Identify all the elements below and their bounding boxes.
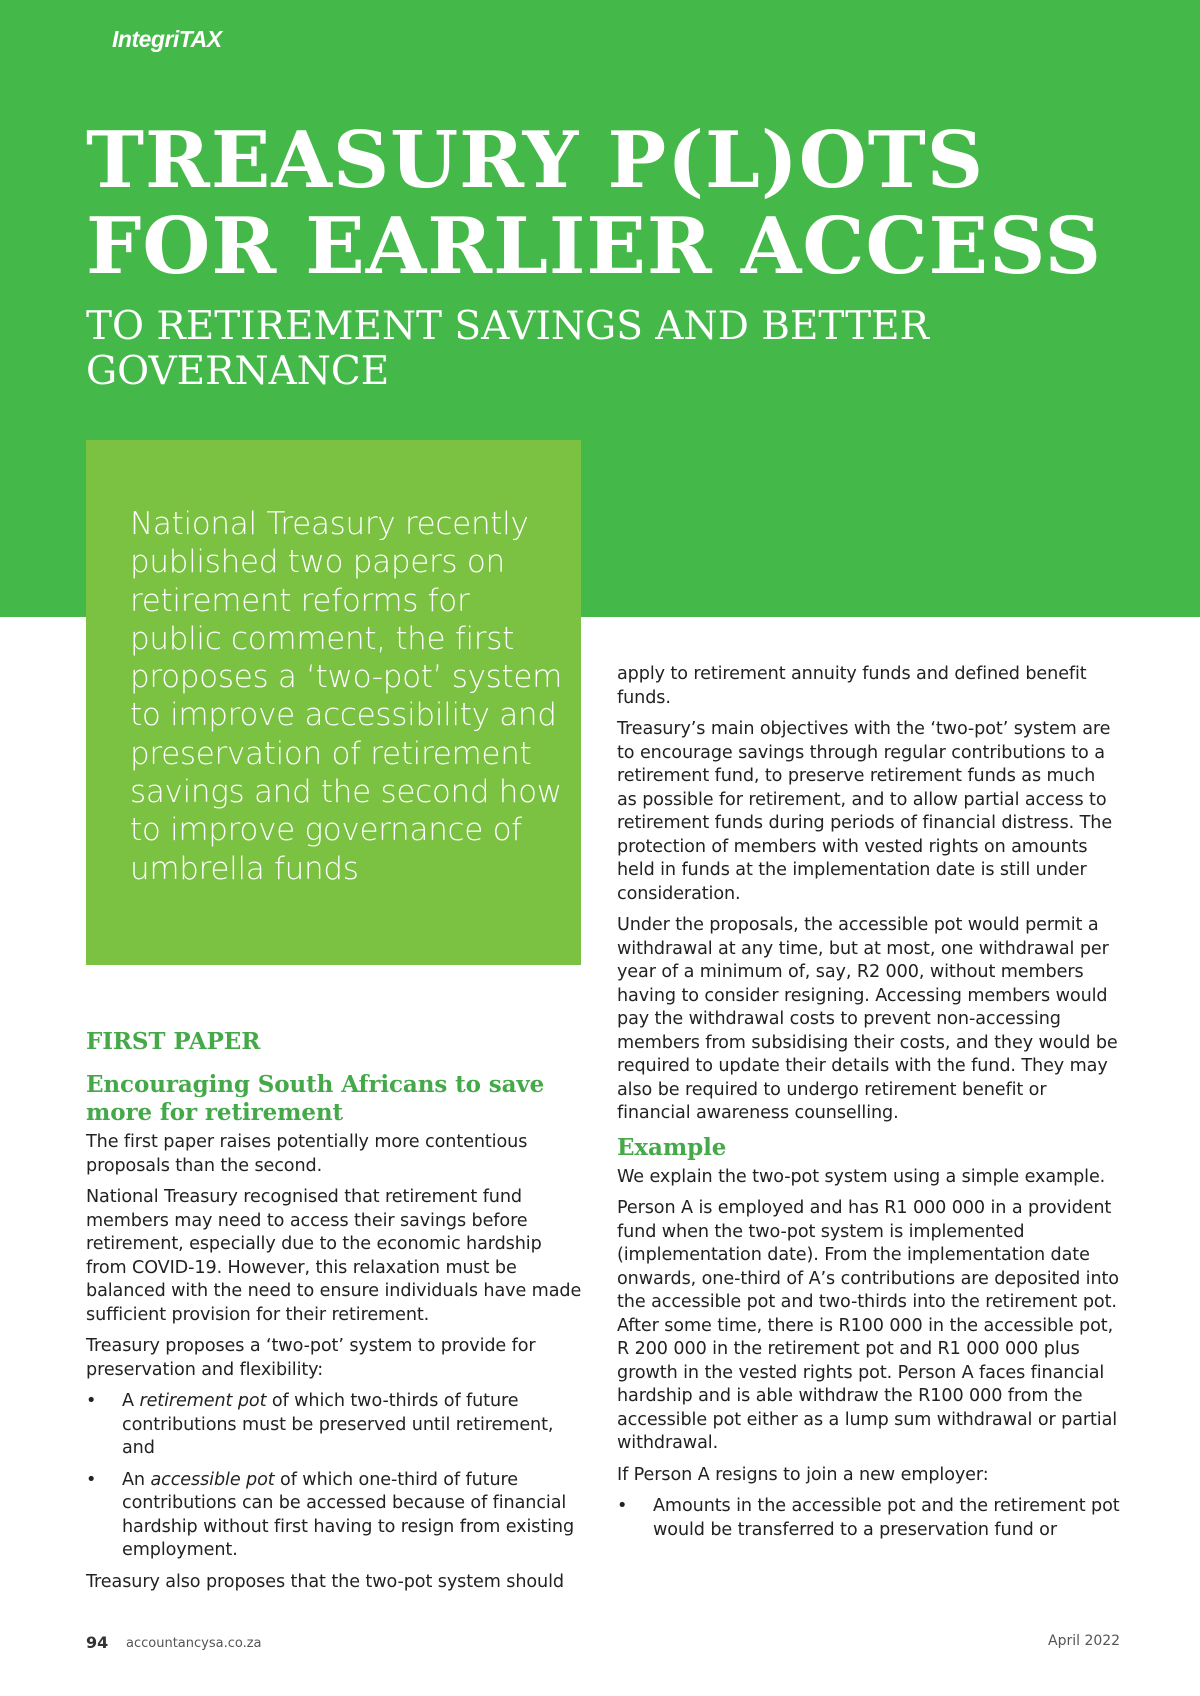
list-item-text: of which one-third of future contributions can be accessed because of financial hardship without first having to resign from existing employment. bbox=[122, 1469, 575, 1560]
list-item-text: Amounts in the accessible pot and the retirement pot would be transferred to a preservation fund or bbox=[653, 1496, 1120, 1540]
paragraph: We explain the two-pot system using a simple example. bbox=[617, 1166, 1106, 1187]
article-title-line-2: FOR EARLIER ACCESS bbox=[86, 201, 1102, 292]
subheading: Encouraging South Africans to save more for retirement bbox=[86, 1071, 545, 1126]
list-item-text: of which two-thirds of future contributions must be preserved until retirement, and bbox=[122, 1391, 554, 1458]
paragraph: Treasury’s main objectives with the ‘two-pot’ system are to encourage savings through regular contributions to a retirement fund, to preserve retirement funds as much as possible for retirement, and to allow partial access to retirement funds during periods of financial distress. The protection of members with vested rights on amounts held in funds at the implementation date is still under consideration. bbox=[617, 719, 1113, 904]
paragraph: Treasury proposes a ‘two-pot’ system to provide for preservation and flexibility: bbox=[86, 1336, 536, 1380]
article-subtitle: TO RETIREMENT SAVINGS AND BETTER GOVERNANCE bbox=[86, 304, 929, 394]
bullet-icon: • bbox=[617, 1496, 628, 1516]
paragraph: Under the proposals, the accessible pot would permit a withdrawal at any time, but at most, one withdrawal per year of a minimum of, say, R2 000, without members having to consider resigning. Accessing members would pay the withdrawal costs to prevent non-accessing members from subsidising their costs, and they would be required to update their details with the fund. They may also be required to undergo retirement benefit or financial awareness counselling. bbox=[617, 915, 1118, 1123]
list-item-emphasis: accessible pot bbox=[150, 1469, 275, 1490]
paragraph: National Treasury recognised that retirement fund members may need to access their savings before retirement, especially due to the economic hardship from COVID-19. However, this relaxation must be balanced with the need to ensure individuals have made sufficient provision for their retirement. bbox=[86, 1187, 582, 1325]
bullet-icon: • bbox=[86, 1391, 97, 1411]
list-item-prefix: A bbox=[122, 1391, 140, 1411]
article-title bbox=[86, 115, 1186, 292]
left-column bbox=[86, 1028, 586, 1602]
paragraph: Person A is employed and has R1 000 000 in a provident fund when the two-pot system is implemented (implementation date). From the implementation date onwards, one-third of A’s contributions are deposited into the accessible pot and two-thirds into the retirement pot. After some time, there is R100 000 in the accessible pot, R 200 000 in the retirement pot and R1 000 000 plus growth in the vested rights pot. Person A faces financial hardship and is able withdraw the R100 000 from the accessible pot either as a lump sum withdrawal or partial withdrawal. bbox=[617, 1198, 1119, 1453]
footer-website: accountancysa.co.za bbox=[126, 1636, 262, 1651]
page-number: 94 bbox=[86, 1633, 109, 1652]
list-item-emphasis: retirement pot bbox=[139, 1391, 267, 1411]
paragraph: apply to retirement annuity funds and defined benefit funds. bbox=[617, 664, 1087, 708]
paragraph: The first paper raises potentially more contentious proposals than the second. bbox=[86, 1132, 528, 1176]
right-column bbox=[617, 663, 1120, 1550]
list-item bbox=[617, 1495, 1120, 1542]
standfirst-text: National Treasury recently published two papers on retirement reforms for public comment, the first proposes a ‘two-pot’ system to improve accessibility and preservation of retirement savings and the second how to improve governance of umbrella funds bbox=[130, 506, 563, 887]
list-item bbox=[86, 1469, 586, 1563]
paragraph: Treasury also proposes that the two-pot system should bbox=[86, 1571, 564, 1592]
footer-date: April 2022 bbox=[1048, 1633, 1121, 1649]
resign-list bbox=[617, 1495, 1120, 1542]
bullet-icon: • bbox=[86, 1469, 97, 1490]
paragraph: If Person A resigns to join a new employer: bbox=[617, 1464, 989, 1485]
list-item-prefix: An bbox=[122, 1469, 151, 1490]
list-item bbox=[86, 1390, 586, 1461]
example-heading: Example bbox=[617, 1133, 727, 1161]
section-heading: FIRST PAPER bbox=[86, 1028, 261, 1055]
integritax-logo: IntegriTAX bbox=[112, 26, 222, 52]
standfirst-box bbox=[86, 440, 581, 965]
article-title-line-1: TREASURY P(L)OTS bbox=[86, 115, 985, 206]
pot-list bbox=[86, 1390, 586, 1563]
